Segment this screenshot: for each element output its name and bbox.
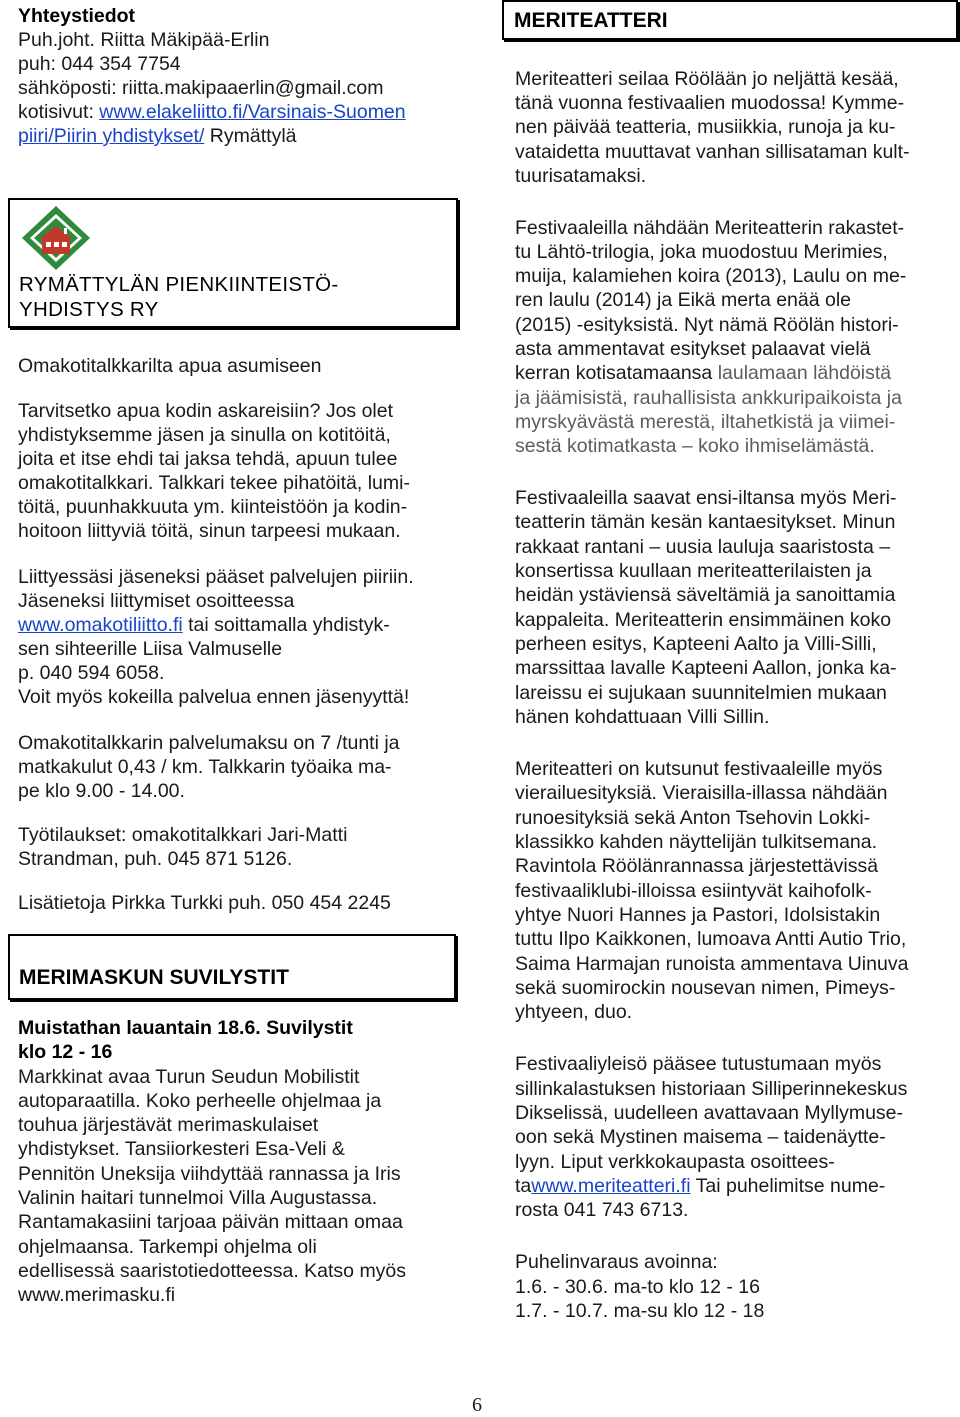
omakoti-price: matkakulut 0,43 / km. Talkkarin työaika ma- <box>18 756 392 778</box>
omakoti-text: yhdistyksemme jäsen ja sinulla on kotitöitä, <box>18 424 391 446</box>
meriteatteri-intro: tuurisatamaksi. <box>515 165 647 187</box>
meriteatteri-festival: tu Lähtö-trilogia, joka muodostuu Merimies, <box>515 241 888 263</box>
suvilystit-text: Rantamakasiini tarjoaa päivän mittaan omaa <box>18 1211 403 1233</box>
meriteatteri-link-line <box>515 1174 885 1198</box>
suvilystit-text: Pennitön Uneksija viihdyttää rannassa ja Iris <box>18 1163 401 1185</box>
omakoti-text: hoitoon liittyviä töitä, sinun tarpeesi mukaan. <box>18 520 401 542</box>
meriteatteri-guests: runoesityksiä sekä Anton Tsehovin Lokki- <box>515 807 871 829</box>
suvilystit-text: edellisessä saaristotiedotteessa. Katso myös <box>18 1260 407 1282</box>
association-name-line1: RYMÄTTYLÄN PIENKIINTEISTÖ- <box>19 273 339 296</box>
meriteatteri-audience: Festivaaliyleisö pääsee tutustumaan myös <box>515 1053 882 1075</box>
omakoti-text: sen sihteerille Liisa Valmuselle <box>18 638 283 660</box>
link-tail: Tai puhelimitse nume- <box>690 1175 886 1197</box>
omakoti-price: Omakotitalkkarin palvelumaksu on 7 /tunti ja <box>18 732 400 754</box>
meriteatteri-guests: Saima Harmajan runoista ammentava Uinuva <box>515 953 909 975</box>
meriteatteri-premieres: perheen esitys, Kapteeni Aalto ja Villi-Silli, <box>515 633 877 655</box>
phone-hours: 1.7. - 10.7. ma-su klo 12 - 18 <box>515 1300 765 1322</box>
meriteatteri-festival: asta ammentavat esitykset palaavat vielä <box>515 338 871 360</box>
omakoti-text: Tarvitsetko apua kodin askareisiin? Jos olet <box>18 400 394 422</box>
omakoti-text: töitä, puunhakkuuta ym. kiinteistöön ja kodin- <box>18 496 408 518</box>
suvilystit-text: ohjelmaansa. Tarkempi ohjelma oli <box>18 1236 317 1258</box>
meriteatteri-audience: oon sekä Mystinen maisema – taidenäytte- <box>515 1126 886 1148</box>
meriteatteri-premieres: hänen kohdattuaan Villi Sillin. <box>515 706 770 728</box>
meriteatteri-premieres: konsertissa kuullaan meriteatterilaisten ja <box>515 560 872 582</box>
meriteatteri-festival: muija, kalamiehen koira (2013), Laulu on me- <box>515 265 907 287</box>
meriteatteri-guests: klassikko kahden näyttelijän tulkitsemana. <box>515 831 878 853</box>
web-link[interactable]: www.elakeliitto.fi/Varsinais-Suomen <box>99 101 406 123</box>
meriteatteri-premieres: teatterin tämän kesän kantaesitykset. Minun <box>515 511 896 533</box>
suvilystit-text: www.merimasku.fi <box>18 1284 176 1306</box>
meriteatteri-guests: yhtye Nuori Hannes ja Pastori, Idolsistakin <box>515 904 881 926</box>
phone-heading: Puhelinvaraus avoinna: <box>515 1251 718 1273</box>
suvilystit-time: klo 12 - 16 <box>18 1041 113 1063</box>
meriteatteri-link[interactable]: www.meriteatteri.fi <box>531 1175 691 1197</box>
contacts-heading: Yhteystiedot <box>18 5 136 27</box>
page-number: 6 <box>472 1394 482 1416</box>
meriteatteri-premieres: rakkaat rantani – uusia lauluja saaristosta – <box>515 536 891 558</box>
meriteatteri-premieres: lareissu ei sujukaan suunnitelmien mukaan <box>515 682 887 704</box>
meriteatteri-premieres: kappaleita. Meriteatterin ensimmäinen koko <box>515 609 892 631</box>
meriteatteri-festival: ren laulu (2014) ja Eikä merta enää ole <box>515 289 852 311</box>
meriteatteri-intro: vataidetta muuttavat vanhan sillisataman kult- <box>515 141 910 163</box>
suvilystit-title-box <box>8 934 456 1000</box>
meriteatteri-premieres: marssittaa lavalle Kapteeni Aallon, jonka ka- <box>515 657 897 679</box>
omakoti-text: Voit myös kokeilla palvelua ennen jäsenyyttä! <box>18 686 410 708</box>
meriteatteri-festival: (2015) -esityksistä. Nyt nämä Röölän histori- <box>515 314 899 336</box>
association-box <box>8 198 458 328</box>
omakoti-price: pe klo 9.00 - 14.00. <box>18 780 185 802</box>
festival-grey-text: laulamaan lähdöistä <box>717 362 892 384</box>
contacts-web-line-2 <box>18 124 297 148</box>
web-label: kotisivut: <box>18 101 100 123</box>
meriteatteri-guests: yhtyeen, duo. <box>515 1001 633 1023</box>
meriteatteri-guests: Meriteatteri on kutsunut festivaaleille myös <box>515 758 883 780</box>
meriteatteri-premieres: heidän ystäviensä säveltämiä ja sanoittamia <box>515 584 896 606</box>
suvilystit-date: Muistathan lauantain 18.6. Suvilystit <box>18 1017 353 1039</box>
contacts-line: sähköposti: riitta.makipaaerlin@gmail.com <box>18 77 384 99</box>
contacts-line: puh: 044 354 7754 <box>18 53 181 75</box>
omakoti-subtitle: Omakotitalkkarilta apua asumiseen <box>18 355 322 377</box>
omakoti-orders: Strandman, puh. 045 871 5126. <box>18 848 293 870</box>
web-link-continued[interactable]: piiri/Piirin yhdistykset/ <box>18 125 205 147</box>
meriteatteri-festival: Festivaaleilla nähdään Meriteatterin rakastet- <box>515 217 905 239</box>
suvilystit-text: yhdistykset. Tansiiorkesteri Esa-Veli & <box>18 1138 345 1160</box>
web-tail: Rymättylä <box>204 125 297 147</box>
meriteatteri-premieres: Festivaaleilla saavat ensi-iltansa myös Meri- <box>515 487 897 509</box>
suvilystit-text: autoparaatilla. Koko perheelle ohjelmaa ja <box>18 1090 382 1112</box>
omakoti-text: joita et itse ehdi tai jaksa tehdä, apuun tulee <box>18 448 398 470</box>
omakoti-link-line <box>18 613 390 637</box>
meriteatteri-title-box <box>502 0 958 40</box>
meriteatteri-intro: Meriteatteri seilaa Röölään jo neljättä kesää, <box>515 68 899 90</box>
meriteatteri-title: MERITEATTERI <box>514 9 668 32</box>
suvilystit-text: Valinin haitari tunnelmoi Villa Augustassa. <box>18 1187 378 1209</box>
omakoti-orders: Työtilaukset: omakotitalkkari Jari-Matti <box>18 824 348 846</box>
suvilystit-text: Markkinat avaa Turun Seudun Mobilistit <box>18 1066 360 1088</box>
omakoti-info: Lisätietoja Pirkka Turkki puh. 050 454 2245 <box>18 892 391 914</box>
omakoti-text: Jäseneksi liittymiset osoitteessa <box>18 590 295 612</box>
link-prefix: ta <box>515 1175 532 1197</box>
omakotiliitto-link[interactable]: www.omakotiliitto.fi <box>18 614 183 636</box>
omakoti-link-tail: tai soittamalla yhdistyk- <box>182 614 390 636</box>
omakoti-text: omakotitalkkari. Talkkari tekee pihatöitä, lumi- <box>18 472 410 494</box>
meriteatteri-audience: lyyn. Liput verkkokaupasta osoittees- <box>515 1151 835 1173</box>
meriteatteri-audience: sillinkalastuksen historiaan Silliperinnekeskus <box>515 1078 908 1100</box>
house-diamond-logo-icon <box>20 204 92 272</box>
festival-dark-text: kerran kotisatamaansa <box>515 362 718 384</box>
meriteatteri-audience: Dikselissä, uudelleen avattavaan Myllymuse- <box>515 1102 904 1124</box>
meriteatteri-festival-grey: sestä kotimatkasta – koko ihmiselämästä. <box>515 435 875 457</box>
meriteatteri-intro: nen päivää teatteria, musiikkia, runoja ja ku- <box>515 116 896 138</box>
omakoti-text: Liittyessäsi jäseneksi pääset palvelujen piiriin. <box>18 566 414 588</box>
meriteatteri-guests: tuttu Ilpo Kaikkonen, lumoava Antti Autio Trio, <box>515 928 907 950</box>
phone-hours: 1.6. - 30.6. ma-to klo 12 - 16 <box>515 1276 760 1298</box>
meriteatteri-guests: sekä suomirockin nousevan nimen, Pimeys- <box>515 977 896 999</box>
contacts-web-line <box>18 100 406 124</box>
meriteatteri-guests: vierailuesityksiä. Vieraisilla-illassa nähdään <box>515 782 888 804</box>
meriteatteri-festival-mixed <box>515 361 891 385</box>
meriteatteri-guests: Ravintola Röölänrannassa järjestettävissä <box>515 855 879 877</box>
meriteatteri-guests: festivaaliklubi-illoissa esiintyvät kaihofolk- <box>515 880 872 902</box>
association-name-line2: YHDISTYS RY <box>19 298 159 321</box>
meriteatteri-intro: tänä vuonna festivaalien muodossa! Kymme- <box>515 92 905 114</box>
meriteatteri-audience: rosta 041 743 6713. <box>515 1199 689 1221</box>
meriteatteri-festival-grey: ja jäämisistä, rauhallisista ankkuripaikoista ja <box>515 387 902 409</box>
meriteatteri-festival-grey: myrskyävästä merestä, iltahetkistä ja viimei- <box>515 411 896 433</box>
suvilystit-title: MERIMASKUN SUVILYSTIT <box>19 966 289 989</box>
omakoti-text: p. 040 594 6058. <box>18 662 165 684</box>
contacts-line: Puh.joht. Riitta Mäkipää-Erlin <box>18 29 270 51</box>
suvilystit-text: touhua järjestävät merimaskulaiset <box>18 1114 319 1136</box>
